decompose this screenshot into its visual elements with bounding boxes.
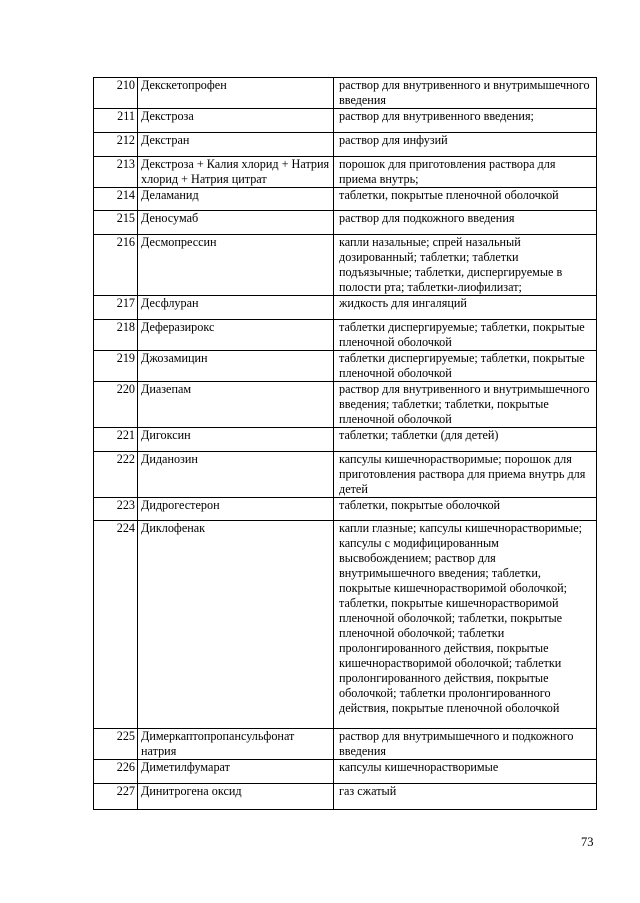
table-row <box>94 452 597 498</box>
table-row <box>94 296 597 320</box>
dosage-form: раствор для инфузий <box>334 133 597 157</box>
row-number: 223 <box>94 498 138 521</box>
page-number: 73 <box>581 835 594 849</box>
dosage-form: капли назальные; спрей назальный дозированный; таблетки; таблетки подъязычные; таблетки, диспергируемые в полости рта; таблетки-лиофилизат; <box>334 235 597 296</box>
row-number: 214 <box>94 188 138 211</box>
row-number: 222 <box>94 452 138 498</box>
row-number: 227 <box>94 784 138 810</box>
row-number: 213 <box>94 157 138 188</box>
table-row <box>94 320 597 351</box>
table-row <box>94 521 597 729</box>
table-row <box>94 428 597 452</box>
drug-name: Деферазирокс <box>138 320 334 351</box>
drug-name: Диклофенак <box>138 521 334 729</box>
table-row <box>94 498 597 521</box>
table-row <box>94 235 597 296</box>
dosage-form: капли глазные; капсулы кишечнорастворимые; капсулы с модифицированным высвобождением; раствор для внутримышечного введения; таблетки, покрытые кишечнорастворимой оболочкой; таблетки, покрытые кишечнорастворимой пленочной оболочкой; таблетки, покрытые пленочной оболочкой; таблетки пролонгированного действия, покрытые кишечнорастворимой оболочкой; таблетки пролонгированного действия, покрытые оболочкой; таблетки пролонгированного действия, покрытые пленочной оболочкой <box>334 521 597 729</box>
row-number: 226 <box>94 760 138 784</box>
row-number: 221 <box>94 428 138 452</box>
dosage-form: раствор для внутривенного и внутримышечного введения; таблетки; таблетки, покрытые пленочной оболочкой <box>334 382 597 428</box>
dosage-form: раствор для внутривенного и внутримышечного введения <box>334 78 597 109</box>
dosage-form: капсулы кишечнорастворимые; порошок для приготовления раствора для приема внутрь для детей <box>334 452 597 498</box>
table-row <box>94 109 597 133</box>
drug-name: Декстроза + Калия хлорид + Натрия хлорид + Натрия цитрат <box>138 157 334 188</box>
drug-name: Джозамицин <box>138 351 334 382</box>
dosage-form: таблетки, покрытые пленочной оболочкой <box>334 188 597 211</box>
drug-name: Декстроза <box>138 109 334 133</box>
drug-name: Дигоксин <box>138 428 334 452</box>
dosage-form: таблетки; таблетки (для детей) <box>334 428 597 452</box>
row-number: 215 <box>94 211 138 235</box>
drug-name: Диданозин <box>138 452 334 498</box>
dosage-form: раствор для подкожного введения <box>334 211 597 235</box>
drug-name: Динитрогена оксид <box>138 784 334 810</box>
table-row <box>94 729 597 760</box>
drug-name: Деносумаб <box>138 211 334 235</box>
dosage-form: раствор для внутримышечного и подкожного введения <box>334 729 597 760</box>
table-row <box>94 784 597 810</box>
row-number: 217 <box>94 296 138 320</box>
table-row <box>94 382 597 428</box>
dosage-form: таблетки диспергируемые; таблетки, покрытые пленочной оболочкой <box>334 320 597 351</box>
table-row <box>94 188 597 211</box>
dosage-form: таблетки, покрытые оболочкой <box>334 498 597 521</box>
row-number: 218 <box>94 320 138 351</box>
table-row <box>94 133 597 157</box>
drug-name: Дидрогестерон <box>138 498 334 521</box>
drug-name: Диметилфумарат <box>138 760 334 784</box>
drug-name: Десмопрессин <box>138 235 334 296</box>
drug-name: Десфлуран <box>138 296 334 320</box>
drug-table <box>93 77 597 810</box>
row-number: 216 <box>94 235 138 296</box>
table-row <box>94 351 597 382</box>
drug-name: Диазепам <box>138 382 334 428</box>
row-number: 212 <box>94 133 138 157</box>
row-number: 225 <box>94 729 138 760</box>
table-row <box>94 211 597 235</box>
dosage-form: раствор для внутривенного введения; <box>334 109 597 133</box>
table-row <box>94 760 597 784</box>
drug-name: Декстран <box>138 133 334 157</box>
dosage-form: порошок для приготовления раствора для приема внутрь; <box>334 157 597 188</box>
row-number: 219 <box>94 351 138 382</box>
table-row <box>94 78 597 109</box>
dosage-form: газ сжатый <box>334 784 597 810</box>
row-number: 211 <box>94 109 138 133</box>
drug-name: Деламанид <box>138 188 334 211</box>
row-number: 210 <box>94 78 138 109</box>
table-row <box>94 157 597 188</box>
drug-name: Декскетопрофен <box>138 78 334 109</box>
dosage-form: таблетки диспергируемые; таблетки, покрытые пленочной оболочкой <box>334 351 597 382</box>
dosage-form: жидкость для ингаляций <box>334 296 597 320</box>
row-number: 220 <box>94 382 138 428</box>
dosage-form: капсулы кишечнорастворимые <box>334 760 597 784</box>
row-number: 224 <box>94 521 138 729</box>
drug-name: Димеркаптопропансульфонат натрия <box>138 729 334 760</box>
